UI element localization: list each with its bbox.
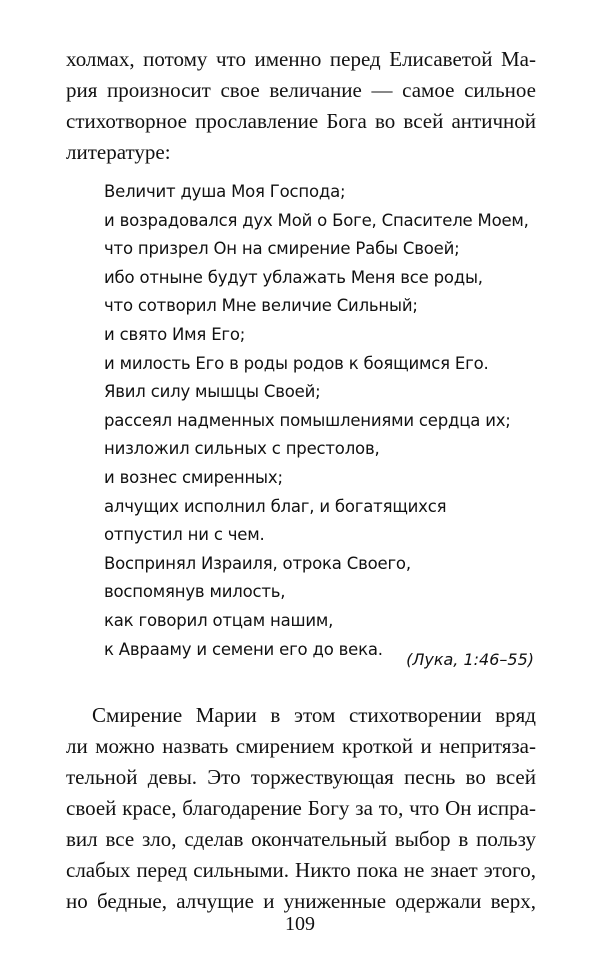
paragraph-line: холмах, потому что именно перед Елисаветой Ма- [66,47,536,71]
verse-line: Величит душа Моя Господа; [104,182,346,201]
paragraph-bottom [66,700,536,917]
verse-line: и вознес смиренных; [104,467,283,487]
paragraph-line: Смирение Марии в этом стихотворении вряд [92,703,536,727]
paragraph-line: стихотворное прославление Бога во всей античной [66,109,536,133]
paragraph-line: литературе: [66,140,171,164]
paragraph-line: своей красе, благодарение Богу за то, что Он испра- [66,796,536,820]
verse-line: отпустил ни с чем. [104,525,265,545]
verse-line: ибо отныне будут ублажать Меня все роды, [104,267,483,287]
verse-line: Воспринял Израиля, отрока Своего, [104,553,411,573]
verse-line: Явил силу мышцы Своей; [104,382,321,402]
verse-line: и свято Имя Его; [104,324,246,344]
paragraph-line: слабых перед сильными. Никто пока не знает этого, [66,858,536,882]
verse-block [104,178,544,664]
verse-line: к Аврааму и семени его до века. [104,639,383,659]
verse-line: и возрадовался дух Мой о Боге, Спасителе Моем, [104,210,529,230]
paragraph-line: но бедные, алчущие и униженные одержали верх, [66,889,536,913]
verse-line: как говорил отцам нашим, [104,610,334,630]
verse-line: и милость Его в роды родов к боящимся Его. [104,353,489,373]
paragraph-line: тельной девы. Это торжествующая песнь во всей [66,765,536,789]
paragraph-line: ли можно назвать смирением кроткой и непритяза- [66,734,536,758]
verse-line: что призрел Он на смирение Рабы Своей; [104,239,460,259]
paragraph-line: рия произносит свое величание — самое сильное [66,78,536,102]
paragraph-top [66,44,536,168]
page-number: 109 [285,913,315,935]
verse-line: алчущих исполнил благ, и богатящихся [104,496,447,516]
paragraph-line: вил все зло, сделав окончательный выбор в пользу [66,827,536,851]
verse-line: воспомянув милость, [104,582,286,602]
verse-line: низложил сильных с престолов, [104,439,380,459]
verse-citation: (Лука, 1:46–55) [406,650,534,669]
verse-line: рассеял надменных помышлениями сердца их; [104,410,511,430]
verse-line: что сотворил Мне величие Сильный; [104,296,418,316]
